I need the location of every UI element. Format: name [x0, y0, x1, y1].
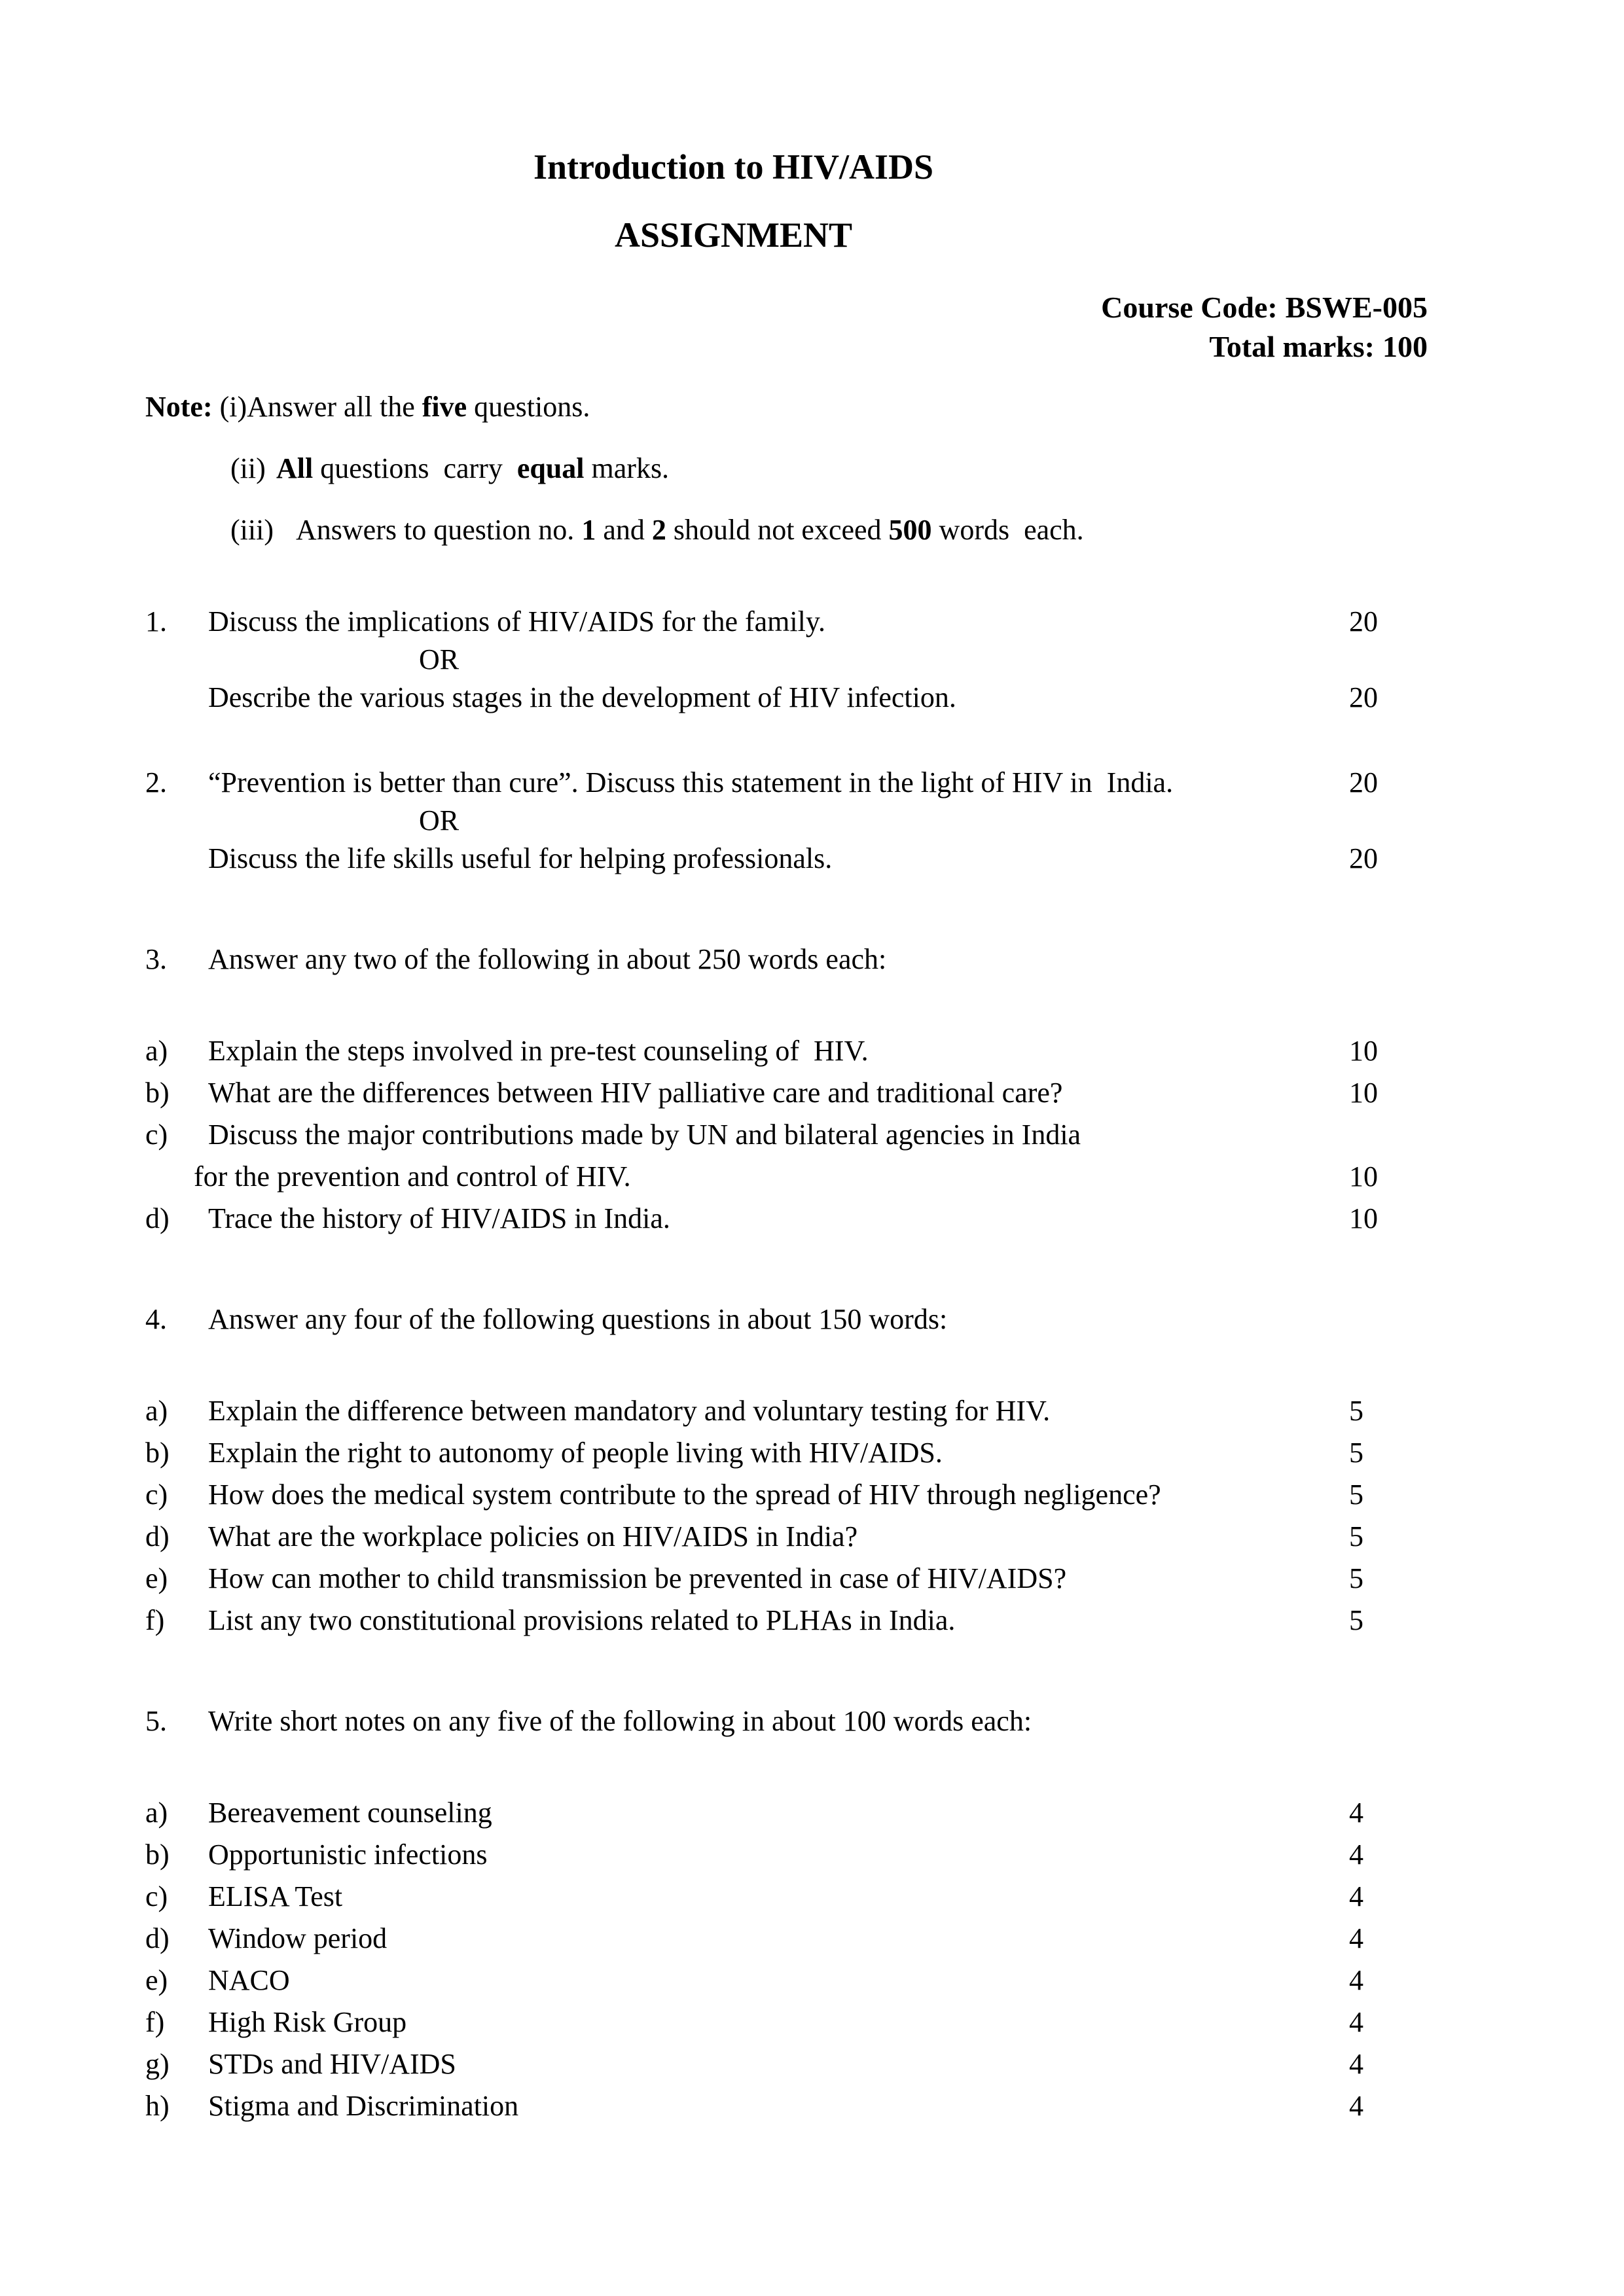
question-4-number: 4. [145, 1302, 167, 1335]
question-1-main [0, 607, 1624, 636]
question-3-subitem-c [0, 1118, 1624, 1151]
question-3-subitem-c-continuation-marks: 10 [1349, 1160, 1378, 1193]
question-1-text: Discuss the implications of HIV/AIDS for the family. [208, 605, 825, 637]
question-5-subitem-d-marks: 4 [1349, 1922, 1363, 1954]
question-5-subitem-b-marks: 4 [1349, 1838, 1363, 1871]
question-4-subitem-e-label: e) [145, 1562, 168, 1594]
question-4 [0, 1302, 1624, 1636]
question-2-number: 2. [145, 766, 167, 798]
question-2-alt-marks: 20 [1349, 842, 1378, 874]
question-3-subitem-d-text: Trace the history of HIV/AIDS in India. [208, 1202, 670, 1234]
question-5-subitem-e [0, 1966, 1624, 1995]
question-3-subitem-a-marks: 10 [1349, 1034, 1378, 1067]
question-4-subitem-f-label: f) [145, 1604, 165, 1636]
question-4-subitem-b-label: b) [145, 1436, 170, 1469]
question-5-subitem-h-text: Stigma and Discrimination [208, 2089, 519, 2122]
question-1 [0, 607, 1624, 712]
note-item-ii [230, 454, 1624, 483]
question-3-subitem-a-text: Explain the steps involved in pre-test counseling of HIV. [208, 1034, 869, 1067]
question-3-subitem-b [0, 1076, 1624, 1109]
question-2 [0, 768, 1624, 873]
question-4-subitem-b [0, 1436, 1624, 1469]
question-5-subitem-b-text: Opportunistic infections [208, 1838, 488, 1871]
question-1-alt-marks: 20 [1349, 681, 1378, 713]
note-label: Note: [145, 390, 213, 423]
question-5-subitem-a-marks: 4 [1349, 1796, 1363, 1829]
question-4-subitem-c-label: c) [145, 1478, 168, 1511]
question-1-number: 1. [145, 605, 167, 637]
note-block [0, 390, 1624, 546]
course-code-line [0, 288, 1428, 327]
question-3-subitem-d [0, 1204, 1624, 1233]
question-3-subitem-b-text: What are the differences between HIV palliative care and traditional care? [208, 1076, 1063, 1109]
question-5-subitem-c-text: ELISA Test [208, 1880, 343, 1912]
question-5-subitem-e-text: NACO [208, 1964, 290, 1996]
question-5-subitem-a [0, 1796, 1624, 1829]
question-4-subitem-d-label: d) [145, 1520, 170, 1552]
question-5-subitem-h-label: h) [145, 2089, 170, 2122]
question-4-subitem-c-marks: 5 [1349, 1478, 1363, 1511]
question-5-main [0, 1704, 1624, 1737]
question-5-subitem-f [0, 2005, 1624, 2038]
question-5-subitem-g-text: STDs and HIV/AIDS [208, 2047, 456, 2080]
question-5-subitem-f-text: High Risk Group [208, 2005, 407, 2038]
question-4-subitem-c-text: How does the medical system contribute to the spread of HIV through negligence? [208, 1478, 1161, 1511]
question-2-or: OR [419, 804, 460, 836]
question-2-marks: 20 [1349, 766, 1378, 798]
note-text-iii: Answers to question no. 1 and 2 should not exceed 500 words each. [296, 513, 1084, 546]
question-5-subitem-d-label: d) [145, 1922, 170, 1954]
question-3-subitem-c-continuation [0, 1162, 1624, 1191]
note-roman-iii: (iii) [230, 513, 274, 546]
question-4-subitem-b-marks: 5 [1349, 1436, 1363, 1469]
question-4-subitem-b-text: Explain the right to autonomy of people living with HIV/AIDS. [208, 1436, 943, 1469]
question-2-alternate [0, 844, 1624, 873]
question-1-marks: 20 [1349, 605, 1378, 637]
question-5-subitem-a-text: Bereavement counseling [208, 1796, 492, 1829]
question-5-subitem-g-label: g) [145, 2047, 170, 2080]
question-3-subitem-d-label: d) [145, 1202, 170, 1234]
question-5 [0, 1704, 1624, 2122]
question-1-or: OR [419, 643, 460, 675]
question-4-subitem-f-marks: 5 [1349, 1604, 1363, 1636]
question-4-subitem-a [0, 1394, 1624, 1427]
question-4-main [0, 1302, 1624, 1335]
question-2-text: “Prevention is better than cure”. Discuss this statement in the light of HIV in India. [208, 766, 1174, 798]
question-4-subitem-e-text: How can mother to child transmission be prevented in case of HIV/AIDS? [208, 1562, 1067, 1594]
question-5-subitem-d [0, 1924, 1624, 1953]
question-5-subitem-c-marks: 4 [1349, 1880, 1363, 1912]
question-5-subitem-h [0, 2089, 1624, 2122]
course-code-value: BSWE-005 [1285, 291, 1428, 324]
question-4-subitem-e-marks: 5 [1349, 1562, 1363, 1594]
question-5-subitem-d-text: Window period [208, 1922, 388, 1954]
question-3-subitem-a-label: a) [145, 1034, 168, 1067]
question-5-subitem-f-marks: 4 [1349, 2005, 1363, 2038]
question-3-text: Answer any two of the following in about 250 words each: [208, 942, 887, 975]
question-5-number: 5. [145, 1704, 167, 1737]
note-item-i [145, 390, 1624, 423]
page-title: Introduction to HIV/AIDS [533, 147, 934, 187]
note-text-i: Answer all the five questions. [247, 390, 590, 423]
total-marks-value: 100 [1382, 329, 1428, 363]
question-3-subitem-b-marks: 10 [1349, 1076, 1378, 1109]
note-text-ii: All questions carry equal marks. [276, 452, 670, 484]
question-5-subitem-g [0, 2047, 1624, 2080]
question-3 [0, 942, 1624, 1234]
course-code-label: Course Code: [1101, 291, 1278, 324]
total-marks-line [0, 327, 1428, 367]
question-4-subitem-d-text: What are the workplace policies on HIV/AIDS in India? [208, 1520, 858, 1552]
question-3-subitem-c-text: Discuss the major contributions made by UN and bilateral agencies in India [208, 1118, 1081, 1151]
question-5-subitem-c [0, 1882, 1624, 1911]
question-4-subitem-d-marks: 5 [1349, 1520, 1363, 1552]
question-3-number: 3. [145, 942, 167, 975]
question-5-subitem-h-marks: 4 [1349, 2089, 1363, 2122]
question-3-subitem-c-label: c) [145, 1118, 168, 1151]
question-4-subitem-a-text: Explain the difference between mandatory and voluntary testing for HIV. [208, 1394, 1051, 1427]
question-5-subitem-a-label: a) [145, 1796, 168, 1829]
question-5-subitem-g-marks: 4 [1349, 2047, 1363, 2080]
question-5-text: Write short notes on any five of the following in about 100 words each: [208, 1704, 1032, 1737]
question-2-main [0, 768, 1624, 797]
question-5-subitem-e-marks: 4 [1349, 1964, 1363, 1996]
question-3-subitem-c-continuation-text: for the prevention and control of HIV. [194, 1160, 631, 1193]
question-1-alt-text: Describe the various stages in the development of HIV infection. [208, 681, 956, 713]
question-5-subitem-f-label: f) [145, 2005, 165, 2038]
question-4-subitem-f [0, 1606, 1624, 1635]
question-4-subitem-a-label: a) [145, 1394, 168, 1427]
course-meta [0, 288, 1624, 367]
page-subtitle: ASSIGNMENT [614, 215, 853, 255]
question-3-subitem-a [0, 1034, 1624, 1067]
question-3-main [0, 942, 1624, 975]
question-4-subitem-c [0, 1480, 1624, 1509]
question-2-alt-text: Discuss the life skills useful for helping professionals. [208, 842, 833, 874]
question-3-subitem-d-marks: 10 [1349, 1202, 1378, 1234]
question-5-subitem-b [0, 1840, 1624, 1869]
note-roman-ii: (ii) [230, 452, 266, 484]
question-5-subitem-e-label: e) [145, 1964, 168, 1996]
question-1-alternate [0, 683, 1624, 712]
question-5-subitem-b-label: b) [145, 1838, 170, 1871]
total-marks-label: Total marks: [1209, 329, 1375, 363]
question-5-subitem-c-label: c) [145, 1880, 168, 1912]
question-4-subitem-a-marks: 5 [1349, 1394, 1363, 1427]
note-roman-i: (i) [219, 390, 247, 423]
question-4-subitem-d [0, 1522, 1624, 1551]
question-4-text: Answer any four of the following questions in about 150 words: [208, 1302, 948, 1335]
question-4-subitem-e [0, 1564, 1624, 1593]
question-3-subitem-b-label: b) [145, 1076, 170, 1109]
note-item-iii [230, 513, 1624, 546]
question-4-subitem-f-text: List any two constitutional provisions related to PLHAs in India. [208, 1604, 956, 1636]
